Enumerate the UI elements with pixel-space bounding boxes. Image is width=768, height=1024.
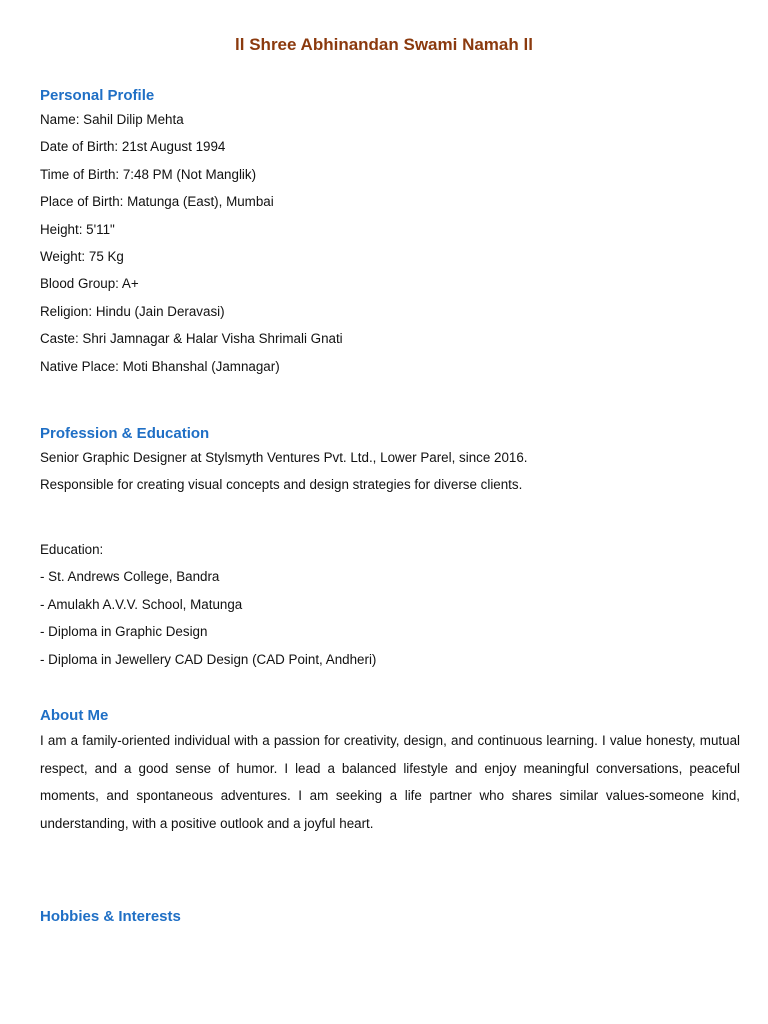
- profile-caste: Caste: Shri Jamnagar & Halar Visha Shrimali Gnati: [40, 331, 343, 347]
- profile-date-of-birth: Date of Birth: 21st August 1994: [40, 139, 226, 155]
- personal-profile-heading: Personal Profile: [40, 87, 155, 104]
- profile-place-of-birth: Place of Birth: Matunga (East), Mumbai: [40, 194, 274, 210]
- profile-blood-group: Blood Group: A+: [40, 276, 139, 292]
- page-title: ll Shree Abhinandan Swami Namah ll: [235, 35, 533, 54]
- profile-native-place: Native Place: Moti Bhanshal (Jamnagar): [40, 358, 280, 374]
- education-item: - St. Andrews College, Bandra: [40, 569, 220, 585]
- personal-profile-list: [40, 106, 740, 380]
- about-text: I am a family-oriented individual with a passion for creativity, design, and continuous learning. I value honesty, mutual respect, and a good sense of humor. I lead a balanced lifestyle and enjoy meaningful conversations, peaceful moments, and spontaneous adventures. I am seeking a life partner who shares similar values-someone kind, understanding, with a positive outlook and a joyful heart.: [40, 733, 740, 831]
- profile-religion: Religion: Hindu (Jain Deravasi): [40, 303, 225, 319]
- profile-time-of-birth: Time of Birth: 7:48 PM (Not Manglik): [40, 166, 257, 182]
- about-heading: About Me: [40, 707, 109, 724]
- profession-line: Responsible for creating visual concepts and design strategies for diverse clients.: [40, 477, 523, 493]
- profile-height: Height: 5'11": [40, 221, 115, 237]
- hobbies-heading: Hobbies & Interests: [40, 908, 181, 925]
- education-label: Education:: [40, 542, 104, 557]
- profession-heading: Profession & Education: [40, 425, 210, 442]
- profile-weight: Weight: 75 Kg: [40, 248, 124, 264]
- education-item: - Diploma in Jewellery CAD Design (CAD Point, Andheri): [40, 651, 377, 667]
- education-list: [40, 536, 740, 673]
- education-item: - Diploma in Graphic Design: [40, 624, 208, 640]
- profession-line: Senior Graphic Designer at Stylsmyth Ventures Pvt. Ltd., Lower Parel, since 2016.: [40, 450, 528, 465]
- profile-name: Name: Sahil Dilip Mehta: [40, 112, 184, 127]
- profession-list: [40, 444, 740, 499]
- education-item: - Amulakh A.V.V. School, Matunga: [40, 596, 243, 612]
